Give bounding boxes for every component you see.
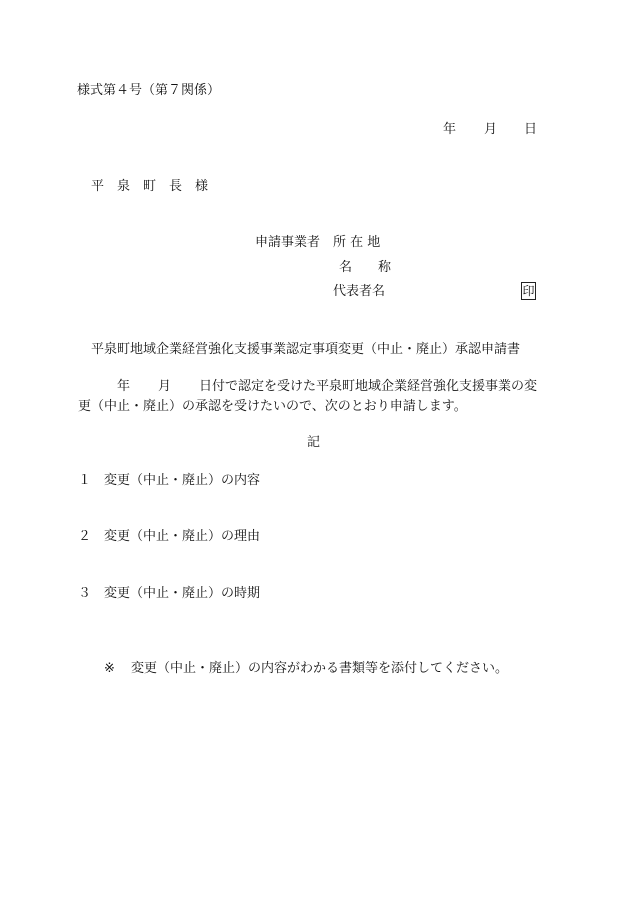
- date-year-label: 年: [443, 122, 457, 137]
- item-number: ３: [78, 586, 92, 601]
- applicant-label: 申請事業者: [255, 235, 321, 250]
- item-number: ２: [78, 529, 92, 544]
- document-title: 平泉町地域企業経営強化支援事業認定事項変更（中止・廃止）承認申請書: [91, 342, 521, 357]
- form-label: 様式第４号（第７関係）: [77, 83, 221, 98]
- note-text: 変更（中止・廃止）の内容がわかる書類等を添付してください。: [131, 661, 509, 676]
- body-line2: 更（中止・廃止）の承認を受けたいので、次のとおり申請します。: [78, 399, 467, 414]
- company-name-label: 名 称: [339, 260, 392, 275]
- representative-label: 代表者名: [333, 284, 386, 299]
- note-mark: ※: [104, 661, 115, 676]
- addressee: 平 泉 町 長 様: [91, 179, 209, 194]
- date-month-label: 月: [484, 122, 498, 137]
- address-label: 所 在 地: [333, 235, 381, 250]
- item-text: 変更（中止・廃止）の理由: [104, 529, 261, 544]
- date-day-label: 日: [524, 122, 538, 137]
- item-number: １: [78, 473, 92, 488]
- body-year-label: 年: [117, 379, 131, 394]
- body-month-label: 月: [158, 379, 172, 394]
- item-text: 変更（中止・廃止）の時期: [104, 586, 261, 601]
- seal-mark: 印: [522, 284, 535, 298]
- item-text: 変更（中止・廃止）の内容: [104, 473, 261, 488]
- body-line1-rest: 日付で認定を受けた平泉町地域企業経営強化支援事業の変: [199, 379, 538, 394]
- ki-heading: 記: [307, 435, 321, 450]
